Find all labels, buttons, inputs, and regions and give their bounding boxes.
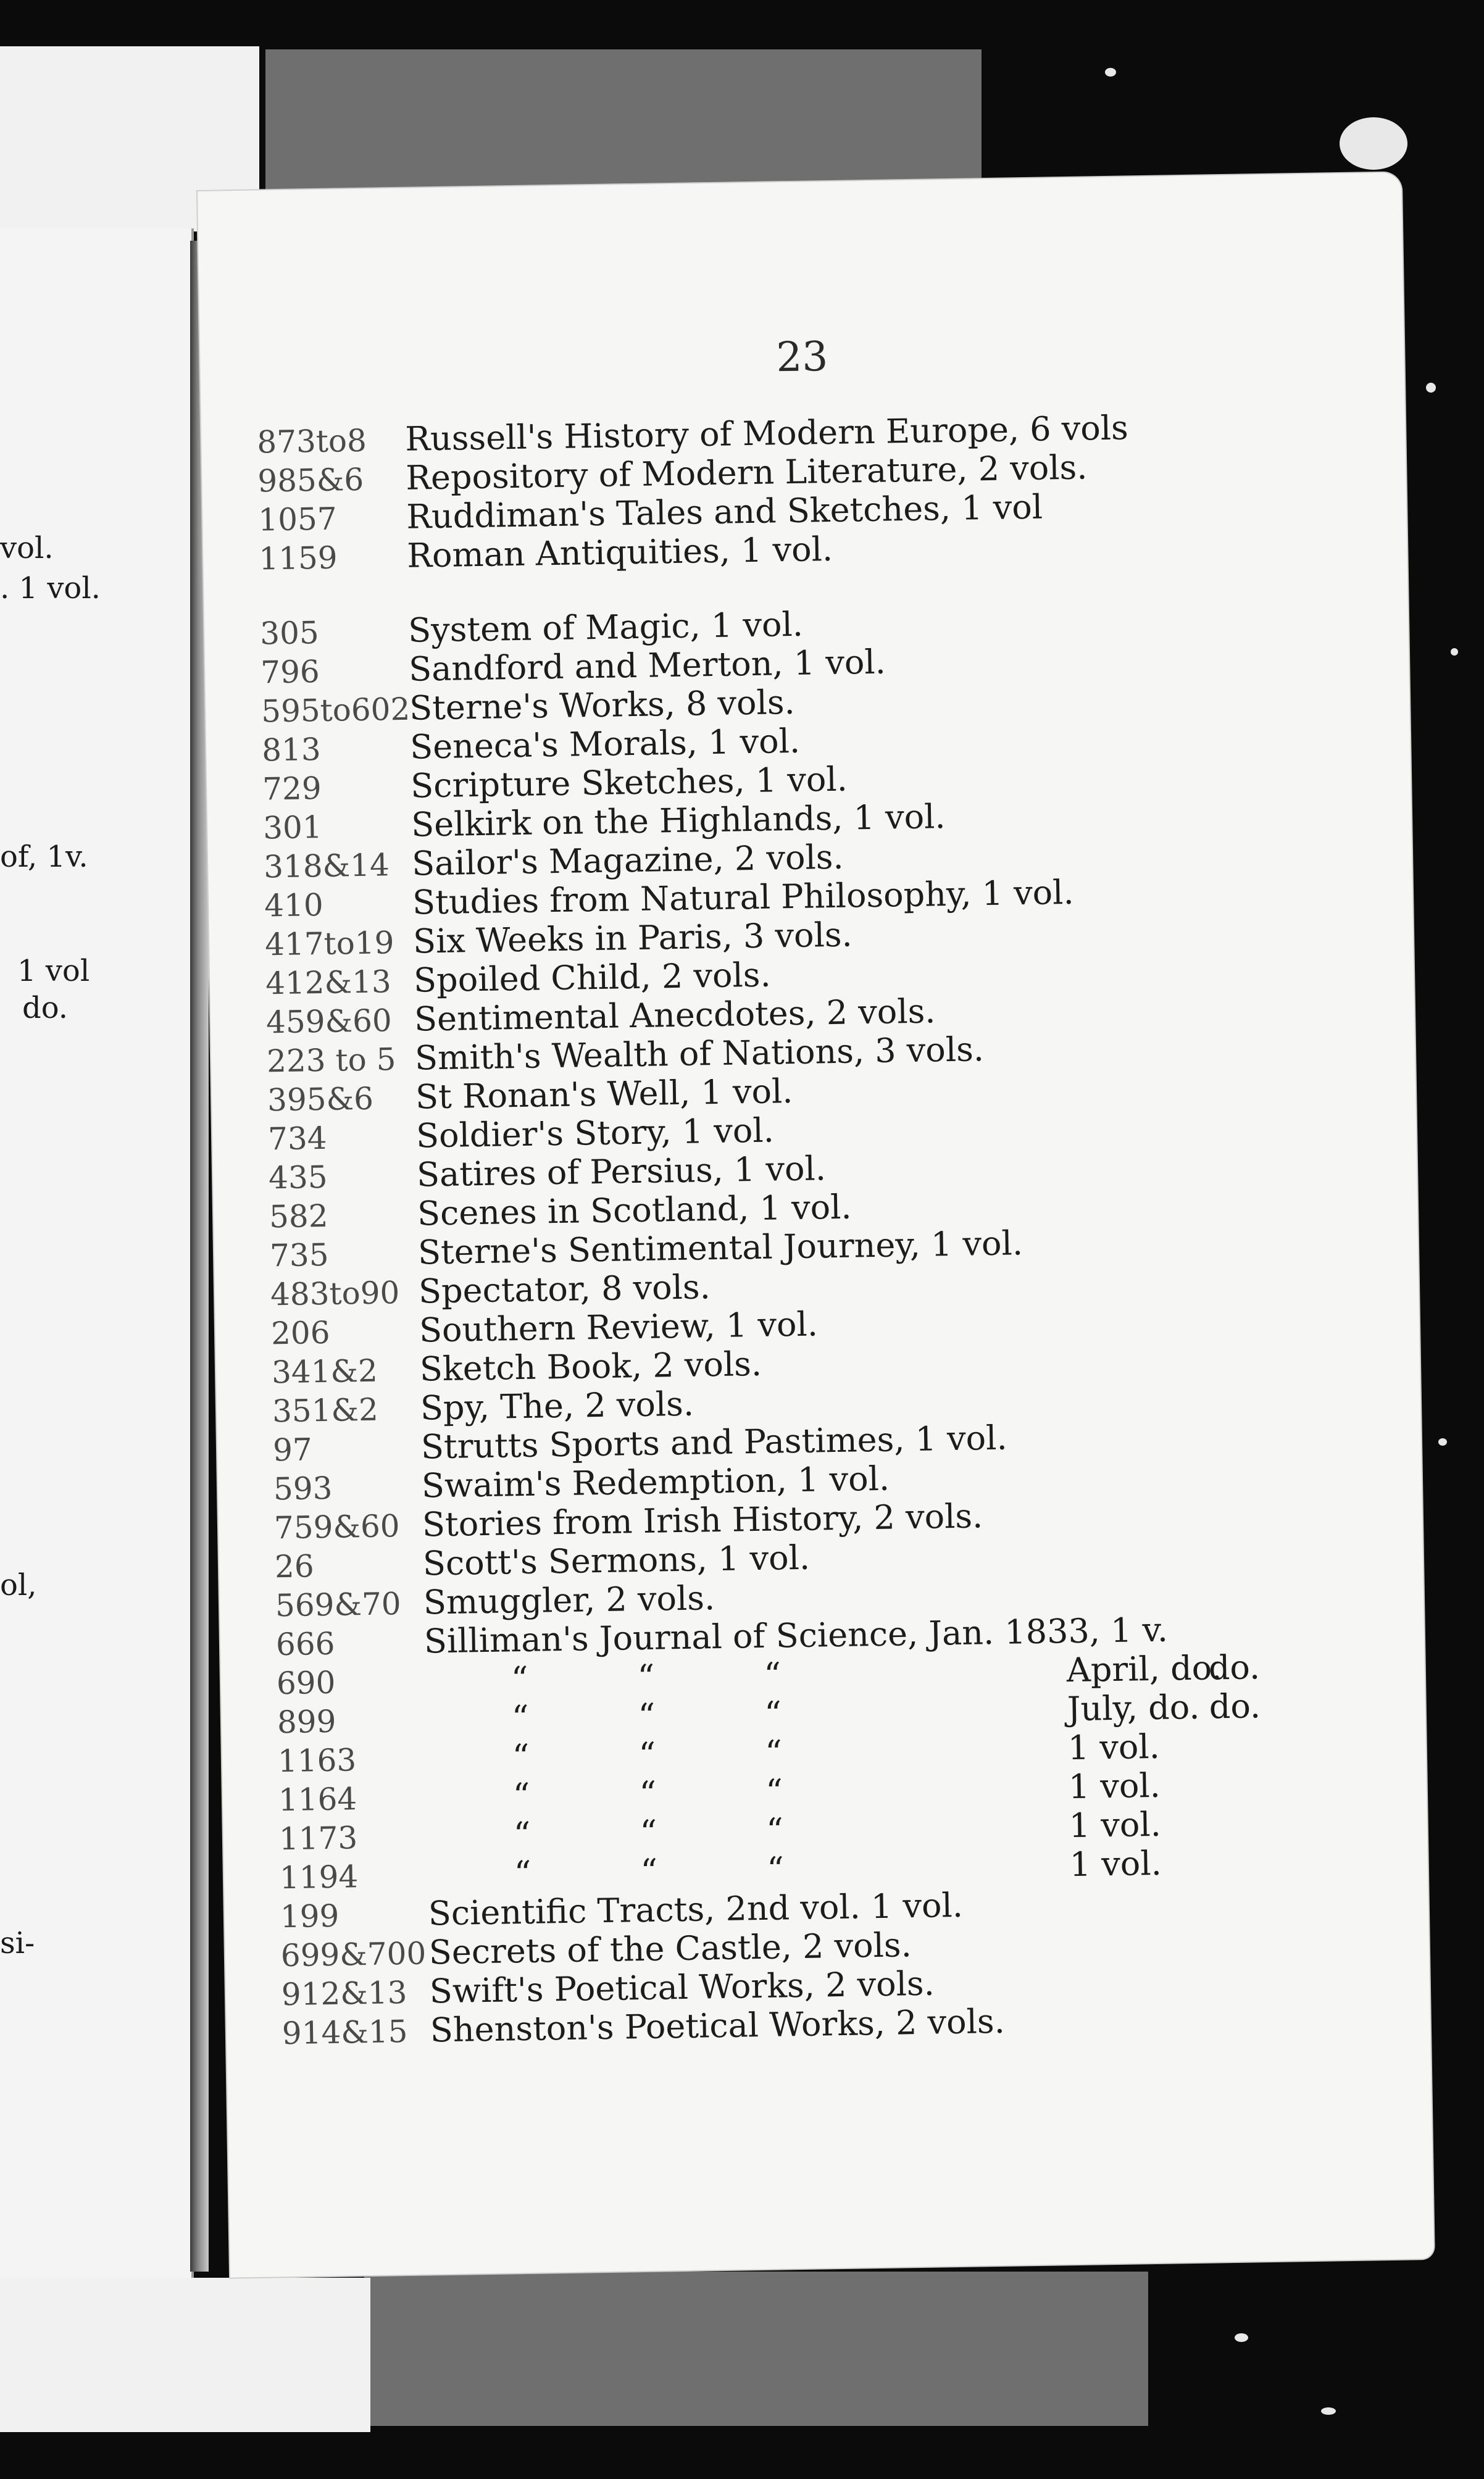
entry-title: Swaim's Redemption, 1 vol. (421, 1459, 890, 1506)
entry-title: Spoiled Child, 2 vols. (413, 955, 772, 1000)
entry-number: 593 (273, 1470, 333, 1507)
left-fragment: 1 vol (17, 954, 90, 988)
speck (1321, 2407, 1336, 2415)
entry-number: 305 (259, 615, 320, 652)
left-fragment: ol, (0, 1568, 37, 1602)
entry-number: 318&14 (263, 847, 390, 885)
entry-volume: April, do. (1066, 1648, 1222, 1690)
entry-number: 1159 (258, 540, 338, 577)
entry-number: 690 (276, 1664, 336, 1702)
entry-number: 459&60 (265, 1002, 393, 1041)
entry-title: Satires of Persius, 1 vol. (416, 1149, 827, 1194)
entry-title: Sterne's Sentimental Journey, 1 vol. (417, 1223, 1023, 1272)
entry-ditto: do. (1209, 1686, 1261, 1727)
entry-title: Russell's History of Modern Europe, 6 vols (404, 408, 1129, 459)
entry-ditto: do. (1208, 1648, 1261, 1688)
entry-title: Sentimental Anecdotes, 2 vols. (414, 991, 936, 1039)
entry-title: Strutts Sports and Pastimes, 1 vol. (420, 1418, 1008, 1467)
paper-strip-bottom (0, 2278, 370, 2432)
entry-number: 1163 (277, 1742, 357, 1780)
entry-title: Secrets of the Castle, 2 vols. (428, 1925, 912, 1972)
ditto-marks: “ “ “ (512, 1733, 783, 1777)
entry-title: Scientific Tracts, 2nd vol. 1 vol. (428, 1885, 964, 1933)
entry-number: 410 (264, 886, 324, 924)
entry-title: Six Weeks in Paris, 3 vols. (412, 915, 853, 961)
entry-title: Shenston's Poetical Works, 2 vols. (430, 2001, 1006, 2050)
entry-title: Spy, The, 2 vols. (420, 1384, 694, 1428)
entry-number: 223 to 5 (266, 1041, 396, 1080)
left-fragment: of, 1v. (0, 840, 88, 874)
entry-title: Scott's Sermons, 1 vol. (422, 1538, 811, 1583)
entry-volume: 1 vol. (1069, 1804, 1162, 1846)
entry-number: 699&700 (280, 1935, 427, 1974)
entry-volume: 1 vol. (1068, 1765, 1161, 1807)
entry-title: Spectator, 8 vols. (418, 1267, 711, 1311)
entry-title: Roman Antiquities, 1 vol. (406, 529, 833, 575)
left-fragment: vol. (0, 531, 54, 565)
speck (1426, 383, 1436, 393)
entry-number: 206 (270, 1314, 330, 1352)
entry-number: 97 (272, 1431, 313, 1469)
entry-number: 734 (267, 1120, 328, 1157)
cardboard-top (265, 49, 982, 198)
entry-number: 26 (274, 1548, 315, 1585)
speck (1105, 68, 1116, 77)
entry-number: 569&70 (275, 1586, 402, 1624)
entry-number: 729 (262, 770, 322, 807)
entry-number: 666 (275, 1625, 335, 1663)
left-fragment: . 1 vol. (0, 571, 101, 606)
entry-title: Scripture Sketches, 1 vol. (410, 759, 848, 806)
entry-number: 735 (269, 1236, 329, 1274)
speck (1451, 648, 1458, 656)
entry-volume: July, do. (1067, 1687, 1200, 1729)
entry-title: Smuggler, 2 vols. (423, 1578, 715, 1622)
page-number: 23 (775, 332, 828, 381)
ditto-marks: “ “ “ (512, 1772, 783, 1815)
left-fragment: si- (0, 1926, 35, 1960)
ditto-marks: “ “ “ (513, 1810, 784, 1854)
entry-title: Sketch Book, 2 vols. (419, 1344, 762, 1389)
entry-number: 301 (262, 809, 323, 846)
entry-title: Seneca's Morals, 1 vol. (409, 721, 801, 767)
entry-title: Stories from Irish History, 2 vols. (422, 1496, 983, 1544)
entry-number: 899 (277, 1703, 336, 1741)
left-page (0, 228, 194, 2278)
entry-number: 412&13 (265, 964, 392, 1002)
ditto-marks: “ “ “ (511, 1655, 782, 1699)
entry-title: Repository of Modern Literature, 2 vols. (405, 448, 1088, 498)
entry-number: 417to19 (264, 925, 394, 963)
catalog-list (201, 404, 1430, 2052)
entry-number: 483to90 (270, 1275, 400, 1313)
entry-number: 595to602 (261, 691, 411, 730)
entry-number: 341&2 (271, 1352, 378, 1391)
entry-title: St Ronan's Well, 1 vol. (415, 1072, 793, 1117)
entry-title: Sailor's Magazine, 2 vols. (411, 837, 844, 883)
entry-volume: 1 vol. (1067, 1727, 1161, 1768)
entry-title: Southern Review, 1 vol. (419, 1304, 819, 1350)
entry-title: Selkirk on the Highlands, 1 vol. (411, 797, 946, 844)
entry-number: 582 (269, 1198, 328, 1235)
left-fragment: do. (22, 991, 69, 1025)
entry-title: Silliman's Journal of Science, Jan. 1833, 1 v. (423, 1610, 1169, 1661)
book-page (198, 172, 1434, 2277)
ditto-marks: “ “ “ (514, 1849, 785, 1893)
entry-number: 1194 (279, 1859, 359, 1896)
entry-number: 1164 (278, 1781, 357, 1819)
entry-title: Sandford and Merton, 1 vol. (408, 642, 886, 689)
entry-title: Scenes in Scotland, 1 vol. (417, 1187, 852, 1233)
entry-number: 759&60 (273, 1508, 401, 1546)
entry-title: Ruddiman's Tales and Sketches, 1 vol (406, 487, 1043, 536)
entry-number: 395&6 (267, 1080, 374, 1119)
entry-number: 985&6 (257, 461, 364, 499)
entry-number: 1173 (278, 1820, 358, 1857)
entry-number: 435 (268, 1159, 328, 1196)
speck (1235, 2333, 1248, 2342)
entry-number: 351&2 (272, 1391, 379, 1430)
entry-title: System of Magic, 1 vol. (407, 604, 804, 650)
entry-title: Swift's Poetical Works, 2 vols. (429, 1964, 935, 2011)
entry-number: 796 (260, 653, 320, 691)
cardboard-bottom (364, 2272, 1148, 2426)
entry-volume: 1 vol. (1069, 1843, 1162, 1885)
entry-number: 199 (280, 1898, 340, 1935)
entry-number: 1057 (257, 501, 338, 538)
entry-title: Soldier's Story, 1 vol. (415, 1110, 775, 1156)
entry-title: Smith's Wealth of Nations, 3 vols. (414, 1030, 985, 1078)
speck (1340, 117, 1407, 170)
ditto-marks: “ “ “ (511, 1694, 782, 1738)
entry-number: 813 (261, 731, 322, 769)
entry-number: 912&13 (281, 1975, 407, 2013)
speck (1438, 1438, 1447, 1446)
entry-title: Sterne's Works, 8 vols. (409, 682, 796, 728)
entry-number: 873to8 (256, 422, 367, 460)
entry-number: 914&15 (281, 2014, 408, 2052)
entry-title: Studies from Natural Philosophy, 1 vol. (412, 872, 1075, 922)
